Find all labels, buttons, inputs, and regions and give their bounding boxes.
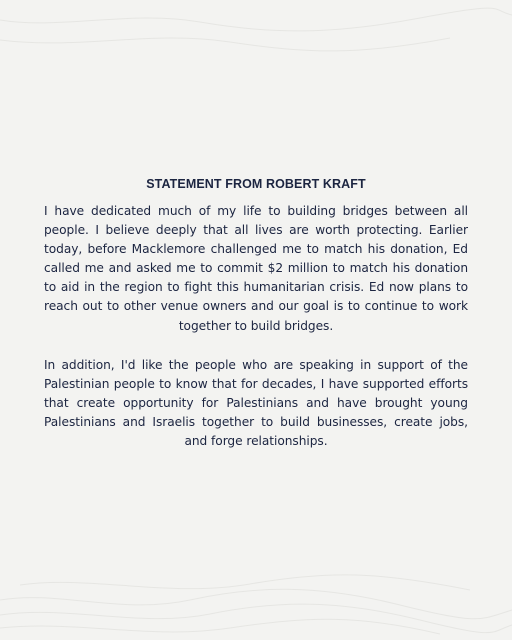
statement-block — [44, 176, 468, 471]
statement-paragraph-2: In addition, I'd like the people who are speaking in support of the Palestinian people to know that for decades, I have supported efforts that create opportunity for Palestinians and have brought young Palestinians and Israelis together to build businesses, create jobs, and forge relationships. — [44, 357, 468, 449]
statement-title: STATEMENT FROM ROBERT KRAFT — [146, 177, 366, 191]
statement-paragraph-1: I have dedicated much of my life to building bridges between all people. I believe deeply that all lives are worth protecting. Earlier today, before Macklemore challenged me to match his donation, Ed called me and asked me to commit $2 million to match his donation to aid in the region to fight this humanitarian crisis. Ed now plans to reach out to other venue owners and our goal is to continue to work together to build bridges. — [44, 204, 468, 333]
